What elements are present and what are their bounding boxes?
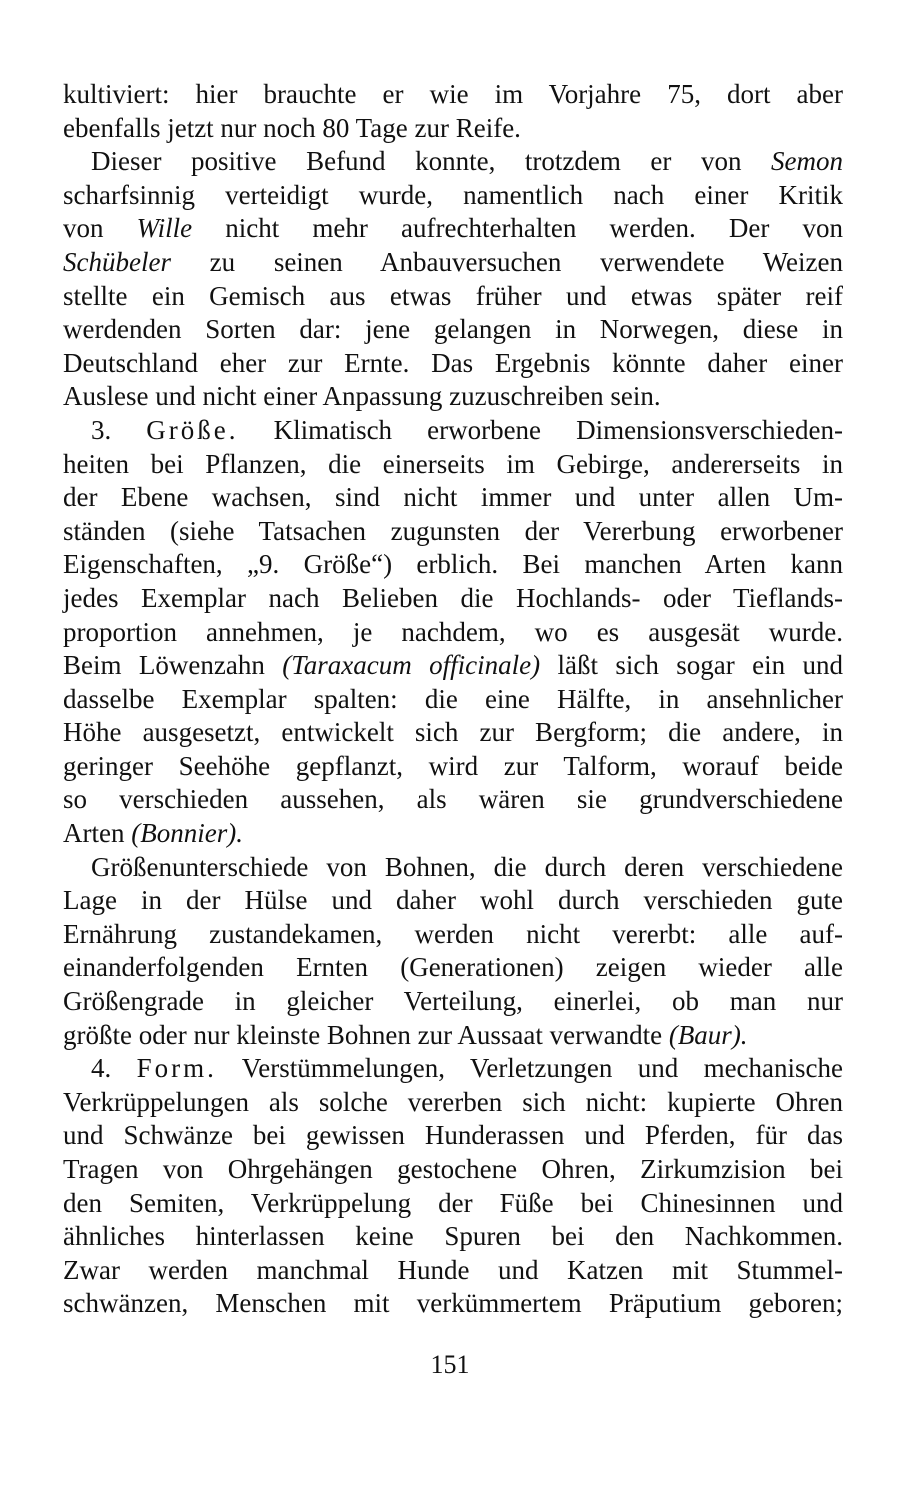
text-line xyxy=(63,414,843,448)
text-line xyxy=(63,145,843,179)
paragraph xyxy=(63,78,843,145)
text-line xyxy=(63,716,843,750)
text-run: Zwar werden manchmal Hunde und Katzen mit Stummel- xyxy=(63,1254,843,1285)
text-run: zu seinen Anbauversuchen verwendete Weizen xyxy=(170,246,843,277)
text-run: schwänzen, Menschen mit verkümmertem Präputium geboren; xyxy=(63,1288,843,1319)
text-line xyxy=(63,481,843,515)
text-run: so verschieden aussehen, als wären sie grundverschiedene xyxy=(63,784,843,815)
text-run: kultiviert: hier brauchte er wie im Vorjahre 75, dort aber xyxy=(63,79,843,109)
text-line xyxy=(63,1287,843,1321)
text-line xyxy=(63,1187,843,1221)
text-line xyxy=(63,515,843,549)
text-line xyxy=(63,985,843,1019)
paragraph xyxy=(63,414,843,851)
italic-name: Schübeler xyxy=(63,246,171,277)
text-run: stellte ein Gemisch aus etwas früher und etwas später reif xyxy=(63,280,843,311)
text-run: den Semiten, Verkrüppelung der Füße bei Chinesinnen und xyxy=(63,1187,843,1218)
paragraph xyxy=(63,1052,843,1321)
text-run: dasselbe Exemplar spalten: die eine Hälfte, in ansehnlicher xyxy=(63,683,843,714)
text-run: Beim Löwenzahn xyxy=(63,650,283,681)
text-line xyxy=(63,380,843,414)
text-line xyxy=(63,1119,843,1153)
italic-name: Semon xyxy=(771,146,843,177)
text-run: Deutschland eher zur Ernte. Das Ergebnis könnte daher einer xyxy=(63,347,843,378)
text-run: Verstümmelungen, Verletzungen und mechanische xyxy=(216,1053,843,1084)
text-line xyxy=(63,918,843,952)
text-line xyxy=(63,78,843,112)
text-run: einanderfolgenden Ernten (Generationen) zeigen wieder alle xyxy=(63,952,843,983)
page-number: 151 xyxy=(430,1350,470,1379)
text-run: Arten xyxy=(63,818,132,849)
text-run: geringer Seehöhe gepflanzt, wird zur Talform, worauf beide xyxy=(63,750,843,781)
italic-name: (Taraxacum officinale) xyxy=(282,650,541,681)
text-line xyxy=(63,1153,843,1187)
italic-name: Wille xyxy=(136,213,193,244)
text-run: Auslese und nicht einer Anpassung zuzuschreiben sein. xyxy=(63,381,661,412)
text-run: Klimatisch erworbene Dimensionsverschieden- xyxy=(238,414,844,445)
text-line xyxy=(63,582,843,616)
text-run: 4. xyxy=(91,1053,137,1084)
text-line xyxy=(63,1052,843,1086)
text-line xyxy=(63,951,843,985)
text-line xyxy=(63,851,843,885)
text-run: Größengrade in gleicher Verteilung, einerlei, ob man nur xyxy=(63,986,843,1017)
text-line xyxy=(63,347,843,381)
text-run: ebenfalls jetzt nur noch 80 Tage zur Reife. xyxy=(63,112,521,143)
text-line xyxy=(63,112,843,146)
text-line xyxy=(63,448,843,482)
text-line xyxy=(63,817,843,851)
text-line xyxy=(63,750,843,784)
text-line xyxy=(63,649,843,683)
italic-name: (Baur). xyxy=(668,1019,748,1050)
text-line xyxy=(63,246,843,280)
text-run: Verkrüppelungen als solche vererben sich nicht: kupierte Ohren xyxy=(63,1086,843,1117)
text-run: läßt sich sogar ein und xyxy=(540,650,843,681)
text-run: größte oder nur kleinste Bohnen zur Aussaat verwandte xyxy=(63,1019,669,1050)
text-run: nicht mehr aufrechterhalten werden. Der von xyxy=(192,213,843,244)
text-run: Eigenschaften, „9. Größe“) erblich. Bei manchen Arten kann xyxy=(63,549,843,580)
text-line xyxy=(63,783,843,817)
text-line xyxy=(63,1254,843,1288)
italic-name: (Bonnier). xyxy=(131,818,243,849)
text-line xyxy=(63,313,843,347)
text-line xyxy=(63,683,843,717)
text-line xyxy=(63,616,843,650)
paragraph xyxy=(63,851,843,1053)
text-line xyxy=(63,1019,843,1053)
text-run: Dieser positive Befund konnte, trotzdem er von xyxy=(91,146,772,177)
text-line xyxy=(63,1220,843,1254)
text-line xyxy=(63,179,843,213)
text-run: jedes Exemplar nach Belieben die Hochlands- oder Tieflands- xyxy=(63,582,843,613)
text-run: Höhe ausgesetzt, entwickelt sich zur Bergform; die andere, in xyxy=(63,717,843,748)
book-page xyxy=(63,78,843,1478)
text-run: der Ebene wachsen, sind nicht immer und unter allen Um- xyxy=(63,482,843,513)
text-line xyxy=(63,548,843,582)
text-run: Größenunterschiede von Bohnen, die durch deren verschiedene xyxy=(91,851,843,882)
text-run: ähnliches hinterlassen keine Spuren bei den Nachkommen. xyxy=(63,1221,843,1252)
text-line xyxy=(63,1086,843,1120)
text-line xyxy=(63,212,843,246)
text-run: scharfsinnig verteidigt wurde, namentlich nach einer Kritik xyxy=(63,179,843,210)
text-run: Lage in der Hülse und daher wohl durch verschieden gute xyxy=(63,885,843,916)
text-run: Ernährung zustandekamen, werden nicht vererbt: alle auf- xyxy=(63,918,843,949)
text-run: ständen (siehe Tatsachen zugunsten der Vererbung erworbener xyxy=(63,515,843,546)
paragraph xyxy=(63,145,843,414)
section-heading: Größe. xyxy=(146,414,239,445)
text-run: von xyxy=(63,213,137,244)
section-heading: Form. xyxy=(136,1053,217,1084)
text-run: proportion annehmen, je nachdem, wo es ausgesät wurde. xyxy=(63,616,843,647)
text-line xyxy=(63,280,843,314)
text-line xyxy=(63,884,843,918)
text-run: werdenden Sorten dar: jene gelangen in Norwegen, diese in xyxy=(63,314,843,345)
text-run: und Schwänze bei gewissen Hunderassen und Pferden, für das xyxy=(63,1120,843,1151)
text-run: heiten bei Pflanzen, die einerseits im Gebirge, andererseits in xyxy=(63,448,843,479)
text-run: 3. xyxy=(91,414,147,445)
text-run: Tragen von Ohrgehängen gestochene Ohren, Zirkumzision bei xyxy=(63,1154,843,1184)
